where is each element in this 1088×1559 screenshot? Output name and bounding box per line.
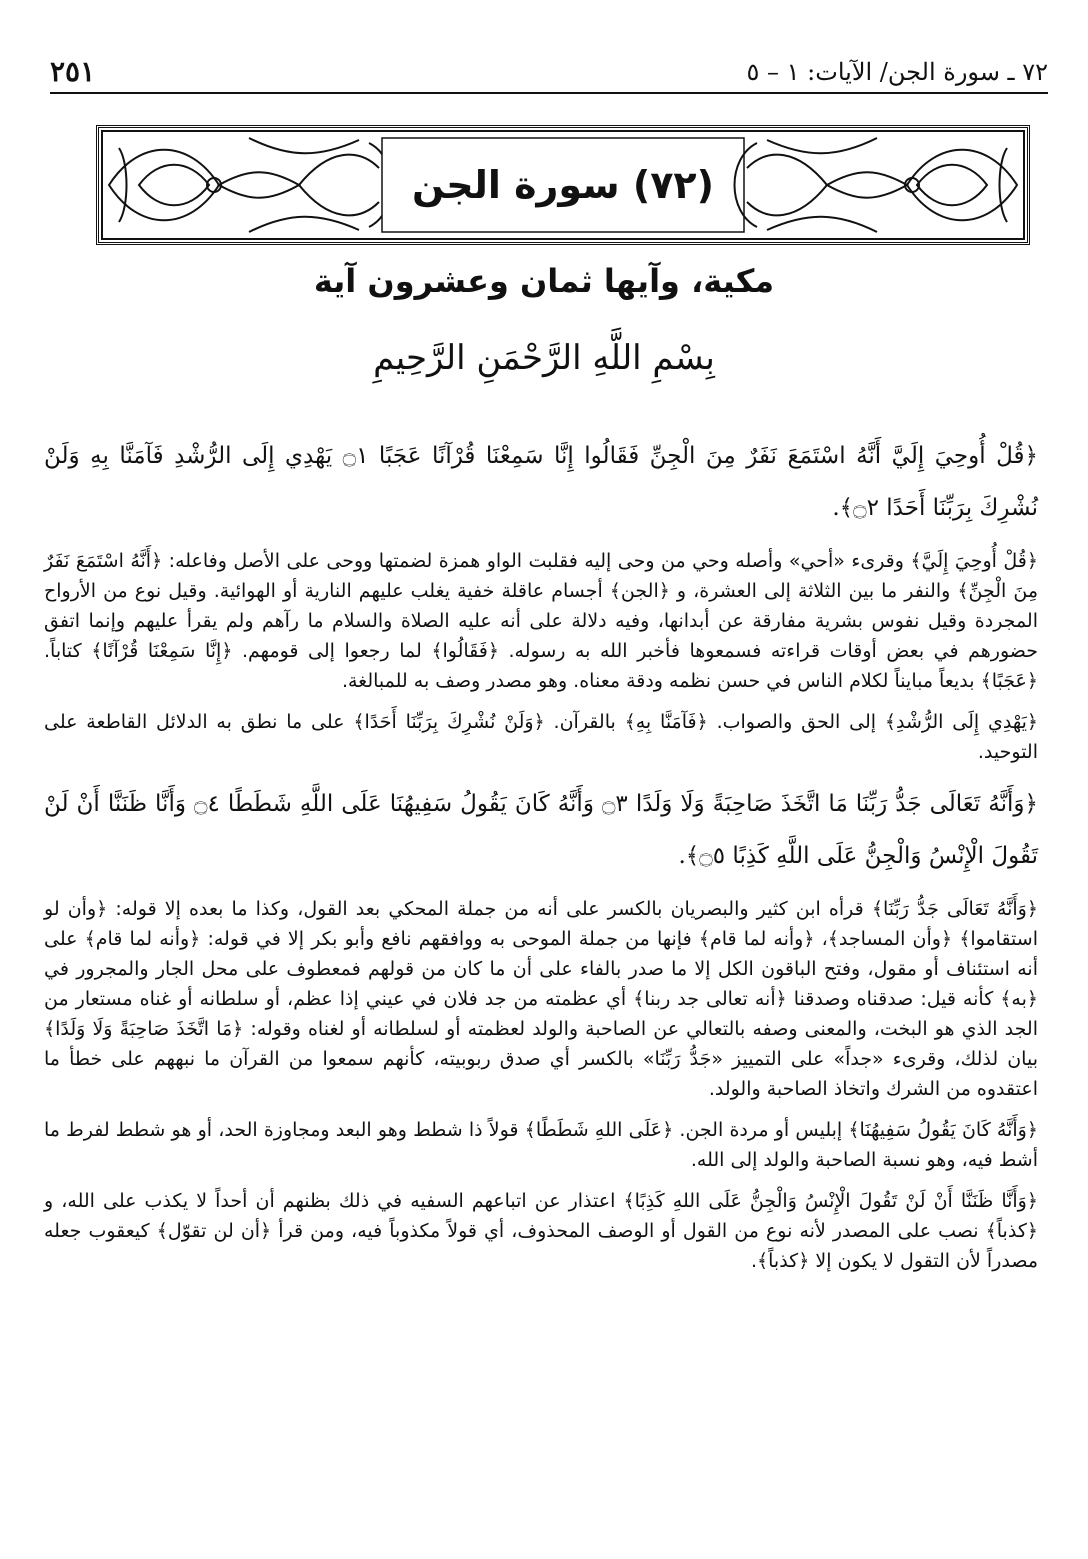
running-title: ٧٢ ـ سورة الجن/ الآيات: ١ – ٥ xyxy=(746,58,1048,86)
commentary-paragraph: ﴿وَأَنَّهُ تَعَالَى جَدُّ رَبِّنَا﴾ قرأه ابن كثير والبصريان بالكسر على أنه من جملة المحكي بعد القول، وكذا ما بعده إلا قوله: ﴿وأن لو استقاموا﴾ ﴿وأن المساجد﴾، ﴿وأنه لما قام﴾ فإنها من جملة الموحى به ووافقهم نافع وأبو بكر إلا في قوله: ﴿وأنه لما قام﴾ على أنه استئناف أو مقول، وفتح الباقون الكل إلا ما صدر بالفاء على أن ما كان من قولهم فمعطوف على محل الجار والمجرور في ﴿به﴾ كأنه قيل: صدقناه وصدقنا ﴿أنه تعالى جد ربنا﴾ أي عظمته من جد فلان في عيني إذا عظم، أو سلطانه أو غناه مستعار من الجد الذي هو البخت، والمعنى وصفه بالتعالي عن الصاحبة والولد لعظمته أو لسلطانه أو لغناه وقوله: ﴿مَا اتَّخَذَ صَاحِبَةً وَلَا وَلَدًا﴾ بيان لذلك، وقرىء «جداً» على التمييز «جَدُّ رَبِّنَا» بالكسر أي صدق ربوبيته، كأنهم سمعوا من القرآن ما نبههم على خطأ ما اعتقدوه من الشرك واتخاذ الصاحبة والولد. xyxy=(44,898,1038,1100)
surah-info: مكية، وآيها ثمان وعشرون آية xyxy=(313,262,775,300)
quran-verses-3-5: ﴿وَأَنَّهُ تَعَالَى جَدُّ رَبِّنَا مَا اتَّخَذَ صَاحِبَةً وَلَا وَلَدًا ۝٣ وَأَنَّهُ كَانَ يَقُولُ سَفِيهُنَا عَلَى اللَّهِ شَطَطًا ۝٤ وَأَنَّا ظَنَنَّا أَنْ لَنْ تَقُولَ الْإِنْسُ وَالْجِنُّ عَلَى اللَّهِ كَذِبًا ۝٥﴾. xyxy=(44,791,1038,869)
surah-title: (٧٢) سورة الجن xyxy=(412,163,714,207)
running-header xyxy=(50,42,1048,94)
page-number: ٢٥١ xyxy=(50,55,96,88)
body-text xyxy=(44,430,1038,1287)
commentary-paragraph: ﴿وَأَنَّهُ كَانَ يَقُولُ سَفِيهُنَا﴾ إبليس أو مردة الجن. ﴿عَلَى اللهِ شَطَطًا﴾ قولاً ذا شطط وهو البعد ومجاوزة الحد، أو هو شطط لفرط ما أشط فيه، وهو نسبة الصاحبة والولد إلى الله. xyxy=(44,1119,1038,1171)
commentary-paragraph: ﴿قُلْ أُوحِيَ إِلَيَّ﴾ وقرىء «أحي» وأصله وحي من وحى إليه فقلبت الواو همزة لضمتها ووحى على الأصل وفاعله: ﴿أَنَّهُ اسْتَمَعَ نَفَرٌ مِنَ الْجِنِّ﴾ والنفر ما بين الثلاثة إلى العشرة، و ﴿الجن﴾ أجسام عاقلة خفية يغلب عليهم النارية أو الهوائية. وقيل نوع من الأرواح المجردة وقيل نفوس بشرية مفارقة عن أبدانها، وفيه دلالة على أنه عليه الصلاة والسلام ما رآهم ولم يقرأ عليهم وإنما اتفق حضورهم في بعض أوقات قراءته فسمعوها فأخبر الله به رسوله. ﴿فَقَالُوا﴾ لما رجعوا إلى قومهم. ﴿إِنَّا سَمِعْنَا قُرْآنًا﴾ كتاباً. ﴿عَجَبًا﴾ بديعاً مبايناً لكلام الناس في حسن نظمه ودقة معناه. وهو مصدر وصف به للمبالغة. xyxy=(44,550,1038,692)
commentary-paragraph: ﴿وَأَنَّا ظَنَنَّا أَنْ لَنْ تَقُولَ الْإِنْسُ وَالْجِنُّ عَلَى اللهِ كَذِبًا﴾ اعتذار عن اتباعهم السفيه في ذلك بظنهم أن أحداً لا يكذب على الله، و ﴿كذباً﴾ نصب على المصدر لأنه نوع من القول أو الوصف المحذوف، أي قولاً مكذوباً فيه، ومن قرأ ﴿أن لن تقوّل﴾ كيعقوب جعله مصدراً لأن التقول لا يكون إلا ﴿كذباً﴾. xyxy=(44,1190,1038,1272)
basmala: بِسْمِ اللَّهِ الرَّحْمَنِ الرَّحِيمِ xyxy=(373,338,715,378)
surah-banner xyxy=(96,125,1030,245)
commentary-paragraph: ﴿يَهْدِي إِلَى الرُّشْدِ﴾ إلى الحق والصواب. ﴿فَآمَنَّا بِهِ﴾ بالقرآن. ﴿وَلَنْ نُشْرِكَ بِرَبِّنَا أَحَدًا﴾ على ما نطق به الدلائل القاطعة على التوحيد. xyxy=(44,711,1038,763)
quran-verses-1-2: ﴿قُلْ أُوحِيَ إِلَيَّ أَنَّهُ اسْتَمَعَ نَفَرٌ مِنَ الْجِنِّ فَقَالُوا إِنَّا سَمِعْنَا قُرْآنًا عَجَبًا ۝١ يَهْدِي إِلَى الرُّشْدِ فَآمَنَّا بِهِ وَلَنْ نُشْرِكَ بِرَبِّنَا أَحَدًا ۝٢﴾. xyxy=(44,443,1038,521)
